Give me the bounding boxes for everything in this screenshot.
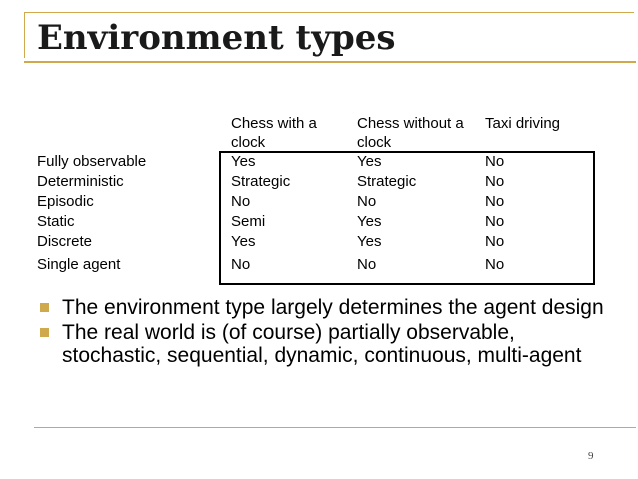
column-header-taxi: Taxi driving xyxy=(485,115,561,132)
list-item xyxy=(36,321,616,367)
row-label: Discrete xyxy=(37,233,93,250)
footer-line xyxy=(34,427,636,428)
table-cell: No xyxy=(485,256,505,273)
bullet-list xyxy=(36,296,616,369)
table-cell: No xyxy=(485,233,505,250)
list-item xyxy=(36,296,616,319)
top-border-line xyxy=(24,12,634,13)
row-label: Episodic xyxy=(37,193,94,210)
column-header-chess-no-clock: Chess without a clock xyxy=(357,115,464,151)
bullet-text: The environment type largely determines the agent design xyxy=(62,296,604,319)
table-cell: No xyxy=(231,193,251,210)
bullet-text: The real world is (of course) partially observable, stochastic, sequential, dynamic, continuous, multi-agent xyxy=(62,321,582,367)
title-underline xyxy=(24,61,636,63)
table-cell: Yes xyxy=(357,213,382,230)
table-cell: No xyxy=(485,213,505,230)
highlight-box xyxy=(219,151,595,285)
table-cell: Yes xyxy=(357,153,382,170)
table-cell: No xyxy=(357,193,377,210)
table-cell: No xyxy=(231,256,251,273)
row-label: Deterministic xyxy=(37,173,124,190)
left-border-line xyxy=(24,12,25,58)
row-label: Fully observable xyxy=(37,153,147,170)
table-cell: No xyxy=(485,193,505,210)
table-cell: Semi xyxy=(231,213,266,230)
page-number: 9 xyxy=(588,450,594,462)
table-cell: No xyxy=(485,173,505,190)
square-bullet-icon xyxy=(40,303,49,312)
table-cell: Strategic xyxy=(231,173,291,190)
table-cell: No xyxy=(357,256,377,273)
row-label: Static xyxy=(37,213,75,230)
table-cell: Yes xyxy=(231,233,256,250)
column-header-chess-clock: Chess with a clock xyxy=(231,115,317,151)
table-cell: Strategic xyxy=(357,173,417,190)
square-bullet-icon xyxy=(40,328,49,337)
table-cell: No xyxy=(485,153,505,170)
table-cell: Yes xyxy=(231,153,256,170)
row-label: Single agent xyxy=(37,256,121,273)
table-cell: Yes xyxy=(357,233,382,250)
slide-title: Environment types xyxy=(37,18,396,58)
